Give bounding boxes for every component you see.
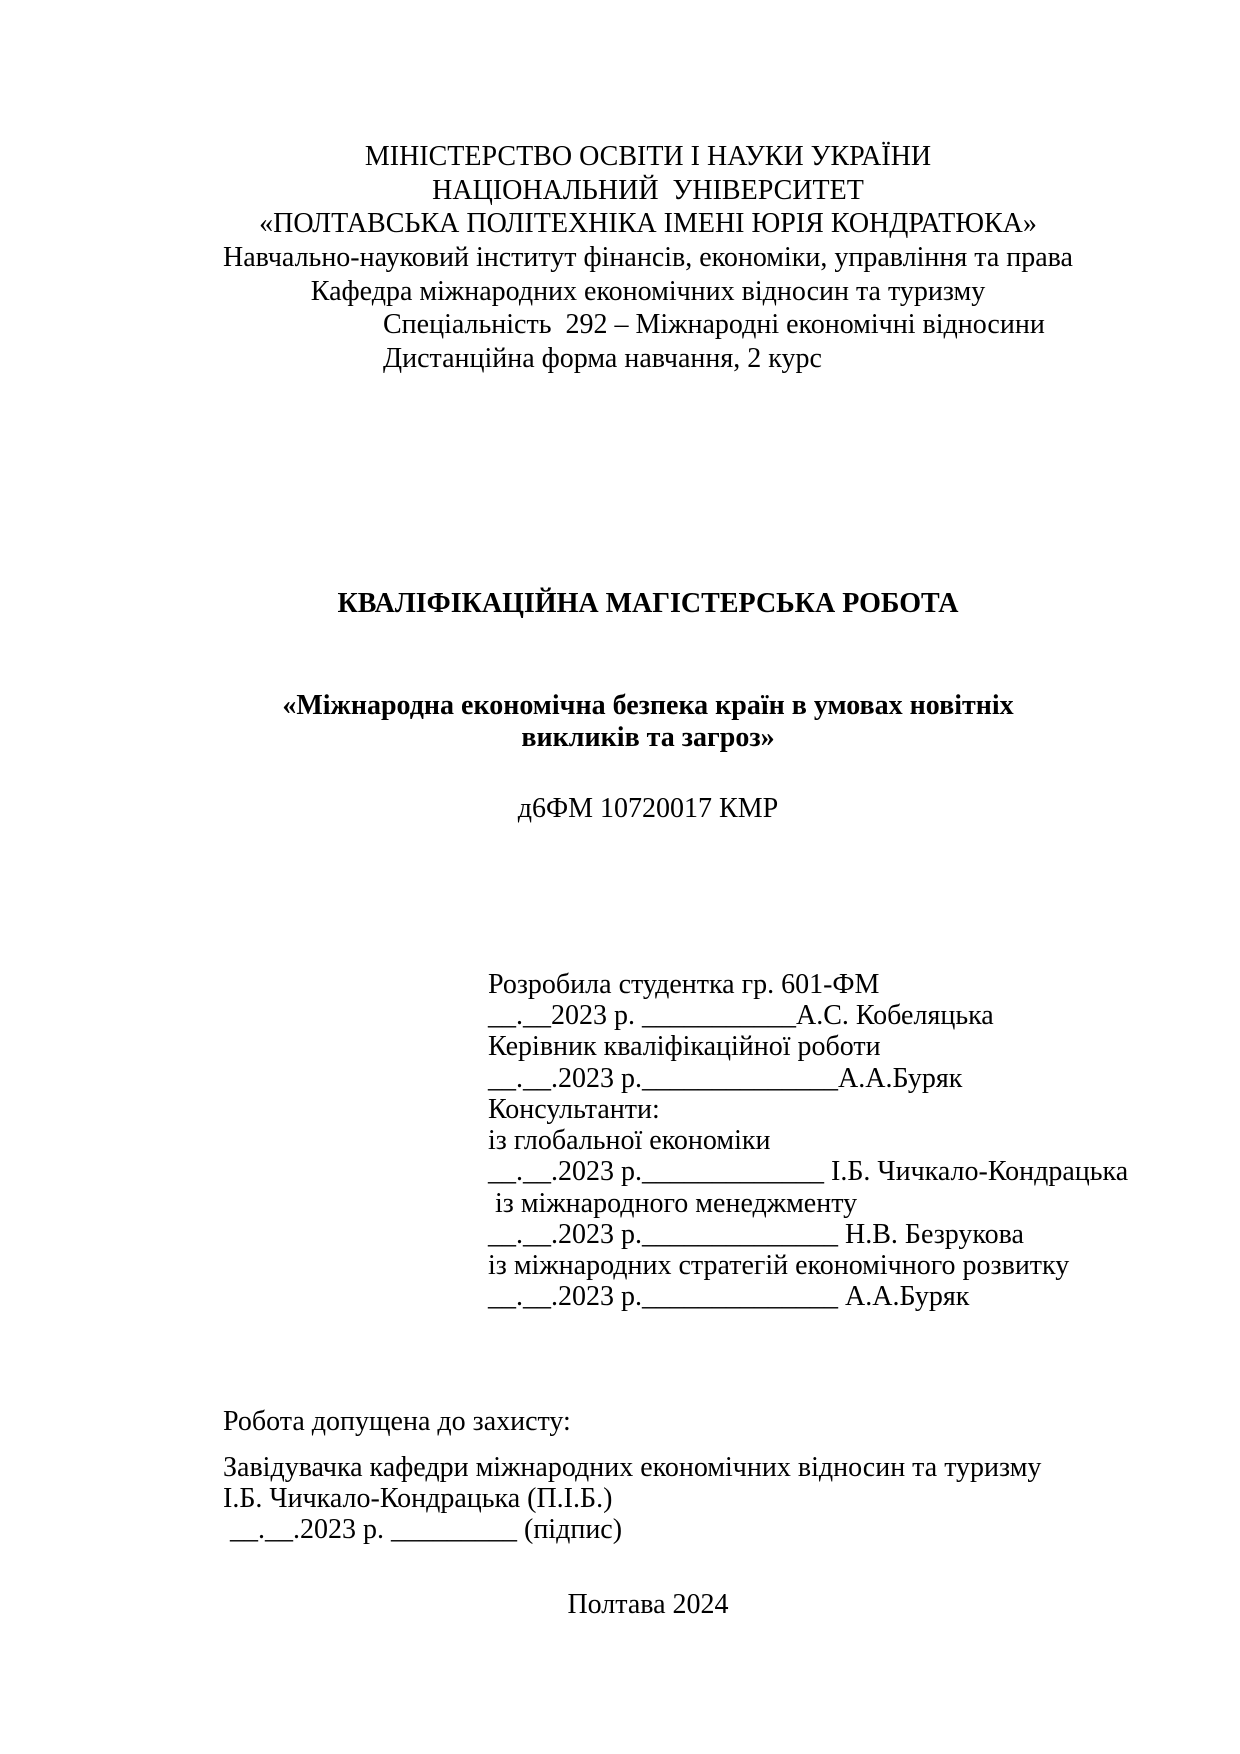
- university-name-line2: «ПОЛТАВСЬКА ПОЛІТЕХНІКА ІМЕНІ ЮРІЯ КОНДРАТЮКА»: [259, 208, 1037, 239]
- signature-line: із міжнародних стратегій економічного розвитку: [488, 1250, 1070, 1281]
- signature-line: __.__.2023 р.______________ А.А.Буряк: [488, 1281, 970, 1312]
- signature-line: __.__.2023 р.______________А.А.Буряк: [488, 1063, 963, 1094]
- university-name-line1: НАЦІОНАЛЬНИЙ УНІВЕРСИТЕТ: [432, 175, 864, 206]
- signature-line: __.__.2023 р.______________ Н.В. Безрукова: [488, 1219, 1024, 1250]
- signature-line: __.__2023 р. ___________А.С. Кобеляцька: [488, 1000, 994, 1031]
- ministry-name: МІНІСТЕРСТВО ОСВІТИ І НАУКИ УКРАЇНИ: [364, 141, 932, 172]
- signature-line: __.__.2023 р._____________ І.Б. Чичкало-Кондрацька: [488, 1156, 1129, 1187]
- work-type-heading: КВАЛІФІКАЦІЙНА МАГІСТЕРСЬКА РОБОТА: [337, 588, 959, 619]
- institute-name: Навчально-науковий інститут фінансів, економіки, управління та права: [223, 242, 1073, 273]
- head-name: І.Б. Чичкало-Кондрацька (П.І.Б.): [223, 1483, 613, 1514]
- topic-line-1: «Міжнародна економічна безпека країн в умовах новітніх: [282, 690, 1014, 721]
- head-title: Завідувачка кафедри міжнародних економічних відносин та туризму: [223, 1452, 1042, 1483]
- signature-line: із міжнародного менеджменту: [488, 1188, 858, 1219]
- signature-line: Керівник кваліфікаційної роботи: [488, 1031, 881, 1062]
- head-date-signature: __.__.2023 р. _________ (підпис): [223, 1514, 623, 1545]
- document-code: д6ФМ 10720017 КМР: [517, 793, 779, 824]
- signature-line: Консультанти:: [488, 1094, 660, 1125]
- admitted-label: Робота допущена до захисту:: [223, 1406, 571, 1437]
- department-name: Кафедра міжнародних економічних відносин та туризму: [310, 276, 986, 307]
- study-form: Дистанційна форма навчання, 2 курс: [383, 343, 822, 374]
- city-year: Полтава 2024: [567, 1589, 729, 1620]
- specialty: Спеціальність 292 – Міжнародні економічні відносини: [383, 309, 1045, 340]
- signature-line: із глобальної економіки: [488, 1125, 771, 1156]
- signature-line: Розробила студентка гр. 601-ФМ: [488, 969, 880, 1000]
- topic-line-2: викликів та загроз»: [521, 722, 775, 753]
